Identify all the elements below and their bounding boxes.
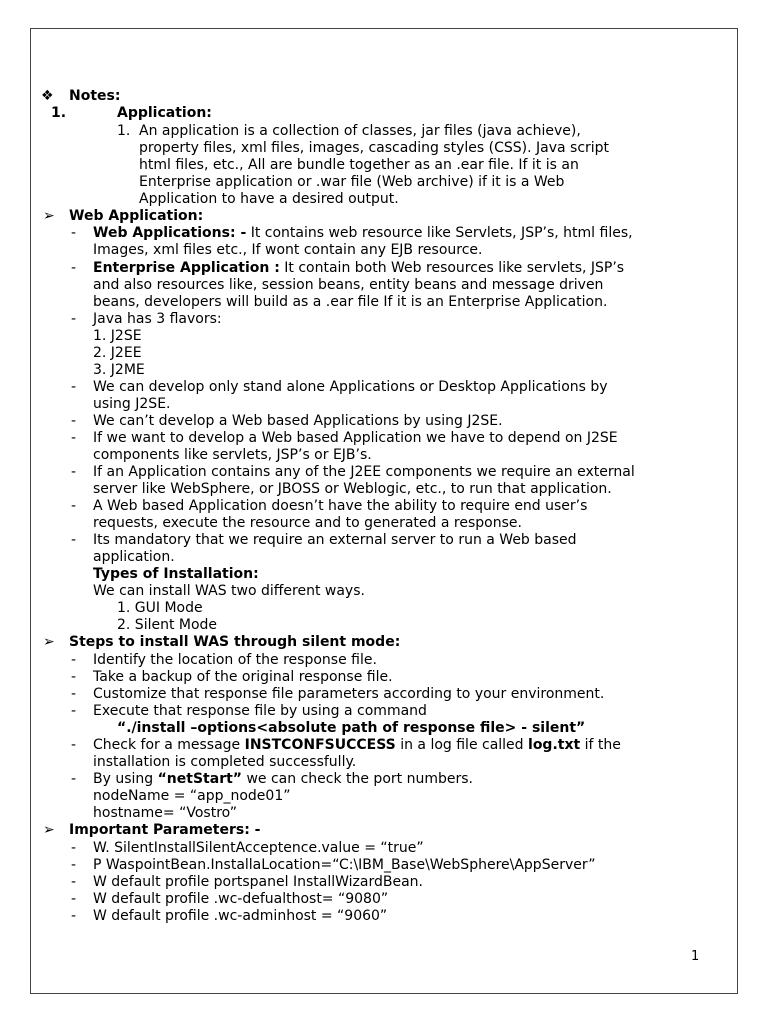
- list-item: Its mandatory that we require an external server to run a Web based: [93, 532, 577, 548]
- dash-bullet-icon: -: [71, 430, 77, 446]
- list-item: Check for a message INSTCONFSUCCESS in a log file called log.txt if the: [93, 737, 621, 753]
- paragraph-line: An application is a collection of classes, jar files (java achieve),: [139, 123, 581, 139]
- document-page: [30, 28, 738, 994]
- diamond-bullet-icon: ❖: [41, 88, 54, 104]
- paragraph-line: We can install WAS two different ways.: [93, 583, 365, 599]
- dash-bullet-icon: -: [71, 771, 77, 787]
- paragraph-line: requests, execute the resource and to generated a response.: [93, 515, 522, 531]
- paragraph-line: components like servlets, JSP’s or EJB’s.: [93, 447, 372, 463]
- list-number: 1.: [117, 123, 131, 139]
- install-command: “./install –options<absolute path of response file> - silent”: [117, 720, 586, 736]
- dash-bullet-icon: -: [71, 840, 77, 856]
- dash-bullet-icon: -: [71, 464, 77, 480]
- parameters-heading: Important Parameters: -: [69, 822, 261, 838]
- dash-bullet-icon: -: [71, 686, 77, 702]
- dash-bullet-icon: -: [71, 225, 77, 241]
- page-number: 1: [691, 949, 700, 964]
- install-types-heading: Types of Installation:: [93, 566, 259, 582]
- list-item: Identify the location of the response file.: [93, 652, 377, 668]
- list-item: Execute that response file by using a command: [93, 703, 427, 719]
- list-item: Web Applications: - It contains web resource like Servlets, JSP’s, html files,: [93, 225, 633, 241]
- list-item: A Web based Application doesn’t have the ability to require end user’s: [93, 498, 588, 514]
- paragraph-line: hostname= “Vostro”: [93, 805, 237, 821]
- paragraph-line: and also resources like, session beans, entity beans and message driven: [93, 277, 604, 293]
- list-item: W default profile .wc-defualthost= “9080”: [93, 891, 389, 907]
- list-item: By using “netStart” we can check the port numbers.: [93, 771, 473, 787]
- paragraph-line: application.: [93, 549, 175, 565]
- dash-bullet-icon: -: [71, 498, 77, 514]
- paragraph-line: using J2SE.: [93, 396, 171, 412]
- notes-heading: Notes:: [69, 88, 121, 104]
- paragraph-line: beans, developers will build as a .ear file If it is an Enterprise Application.: [93, 294, 608, 310]
- dash-bullet-icon: -: [71, 311, 77, 327]
- list-item: 1. GUI Mode: [117, 600, 203, 616]
- paragraph-line: nodeName = “app_node01”: [93, 788, 291, 804]
- application-heading: Application:: [117, 105, 212, 121]
- arrow-bullet-icon: ➢: [43, 822, 55, 838]
- list-item: W. SilentInstallSilentAcceptence.value = “true”: [93, 840, 424, 856]
- list-item: W default profile .wc-adminhost = “9060”: [93, 908, 388, 924]
- paragraph-line: Images, xml files etc., If wont contain any EJB resource.: [93, 242, 483, 258]
- list-item: 3. J2ME: [93, 362, 145, 378]
- arrow-bullet-icon: ➢: [43, 208, 55, 224]
- list-item: Enterprise Application : It contain both Web resources like servlets, JSP’s: [93, 260, 625, 276]
- list-item: Customize that response file parameters according to your environment.: [93, 686, 605, 702]
- dash-bullet-icon: -: [71, 260, 77, 276]
- dash-bullet-icon: -: [71, 379, 77, 395]
- arrow-bullet-icon: ➢: [43, 634, 55, 650]
- list-item: W default profile portspanel InstallWizardBean.: [93, 874, 423, 890]
- dash-bullet-icon: -: [71, 908, 77, 924]
- paragraph-line: property files, xml files, images, cascading styles (CSS). Java script: [139, 140, 610, 156]
- dash-bullet-icon: -: [71, 874, 77, 890]
- paragraph-line: html files, etc., All are bundle together as an .ear file. If it is an: [139, 157, 579, 173]
- web-application-heading: Web Application:: [69, 208, 204, 224]
- dash-bullet-icon: -: [71, 413, 77, 429]
- paragraph-line: Enterprise application or .war file (Web archive) if it is a Web: [139, 174, 565, 190]
- dash-bullet-icon: -: [71, 652, 77, 668]
- list-item: 1. J2SE: [93, 328, 142, 344]
- dash-bullet-icon: -: [71, 532, 77, 548]
- paragraph-line: installation is completed successfully.: [93, 754, 357, 770]
- list-item: We can’t develop a Web based Applications by using J2SE.: [93, 413, 503, 429]
- dash-bullet-icon: -: [71, 669, 77, 685]
- section-number: 1.: [51, 105, 67, 121]
- paragraph-line: server like WebSphere, or JBOSS or Weblogic, etc., to run that application.: [93, 481, 612, 497]
- list-item: If we want to develop a Web based Application we have to depend on J2SE: [93, 430, 618, 446]
- list-item: Take a backup of the original response file.: [93, 669, 393, 685]
- dash-bullet-icon: -: [71, 703, 77, 719]
- list-item: 2. Silent Mode: [117, 617, 218, 633]
- list-item: P WaspointBean.InstallaLocation=“C:\IBM_Base\WebSphere\AppServer”: [93, 857, 596, 873]
- list-item: If an Application contains any of the J2EE components we require an external: [93, 464, 635, 480]
- list-item: We can develop only stand alone Applications or Desktop Applications by: [93, 379, 608, 395]
- paragraph-line: Application to have a desired output.: [139, 191, 399, 207]
- list-item: Java has 3 flavors:: [93, 311, 222, 327]
- silent-steps-heading: Steps to install WAS through silent mode:: [69, 634, 401, 650]
- list-item: 2. J2EE: [93, 345, 142, 361]
- dash-bullet-icon: -: [71, 737, 77, 753]
- dash-bullet-icon: -: [71, 891, 77, 907]
- dash-bullet-icon: -: [71, 857, 77, 873]
